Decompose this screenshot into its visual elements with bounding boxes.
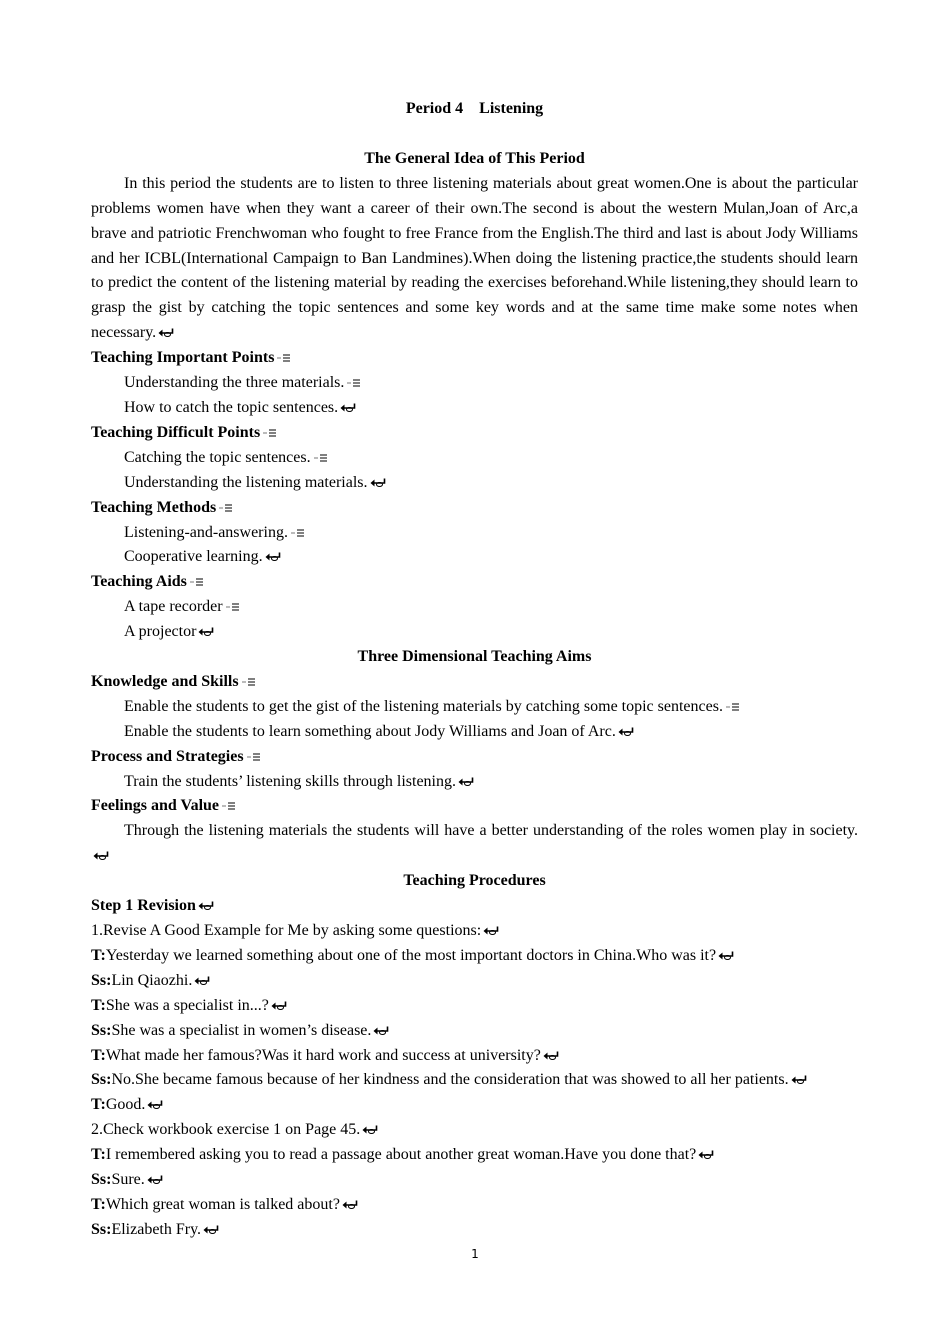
list-item: Cooperative learning.	[91, 545, 858, 570]
list-item: A projector	[91, 620, 858, 645]
aids-heading: Teaching Aids	[91, 570, 858, 595]
line-break-icon	[261, 427, 278, 438]
dialogue-line: Ss:Lin Qiaozhi.	[91, 969, 858, 994]
return-arrow-icon	[717, 950, 734, 961]
dialogue-line: Ss:Sure.	[91, 1168, 858, 1193]
dialogue-line: T:What made her famous?Was it hard work and success at university?	[91, 1044, 858, 1069]
return-arrow-icon	[361, 1124, 378, 1135]
line-break-icon	[345, 377, 362, 388]
list-item: Enable the students to learn something about Jody Williams and Joan of Arc.	[91, 720, 858, 745]
list-item: Enable the students to get the gist of the listening materials by catching some topic sentences.	[91, 695, 858, 720]
return-arrow-icon	[146, 1099, 163, 1110]
line-break-icon	[188, 576, 205, 587]
knowledge-heading: Knowledge and Skills	[91, 670, 858, 695]
line-break-icon	[275, 352, 292, 363]
difficult-points-heading: Teaching Difficult Points	[91, 421, 858, 446]
return-arrow-icon	[157, 327, 174, 338]
line-break-icon	[224, 601, 241, 612]
line-break-icon	[240, 676, 257, 687]
list-item: Listening-and-answering.	[91, 521, 858, 546]
return-arrow-icon	[617, 726, 634, 737]
procedures-heading: Teaching Procedures	[403, 872, 546, 890]
list-item: A tape recorder	[91, 595, 858, 620]
return-arrow-icon	[264, 551, 281, 562]
page-title: Period 4 Listening	[405, 100, 544, 117]
return-arrow-icon	[790, 1074, 807, 1085]
return-arrow-icon	[146, 1174, 163, 1185]
list-item: How to catch the topic sentences.	[91, 396, 858, 421]
line-break-icon	[289, 527, 306, 538]
aims-heading: Three Dimensional Teaching Aims	[357, 648, 592, 666]
line-break-icon	[220, 800, 237, 811]
return-arrow-icon	[372, 1025, 389, 1036]
general-idea-paragraph	[91, 172, 858, 346]
return-arrow-icon	[197, 900, 214, 911]
page-number: 1	[471, 1247, 479, 1261]
return-arrow-icon	[92, 850, 109, 861]
list-item: Catching the topic sentences.	[91, 446, 858, 471]
return-arrow-icon	[482, 925, 499, 936]
return-arrow-icon	[202, 1224, 219, 1235]
line-break-icon	[217, 502, 234, 513]
line-break-icon	[312, 452, 329, 463]
return-arrow-icon	[341, 1199, 358, 1210]
return-arrow-icon	[270, 1000, 287, 1011]
dialogue-line: T:I remembered asking you to read a passage about another great woman.Have you done that?	[91, 1143, 858, 1168]
list-item: Understanding the listening materials.	[91, 471, 858, 496]
procedure-item: 1.Revise A Good Example for Me by asking some questions:	[91, 919, 858, 944]
procedure-item: 2.Check workbook exercise 1 on Page 45.	[91, 1118, 858, 1143]
return-arrow-icon	[369, 477, 386, 488]
return-arrow-icon	[193, 975, 210, 986]
return-arrow-icon	[339, 402, 356, 413]
line-break-icon	[245, 751, 262, 762]
process-heading: Process and Strategies	[91, 745, 858, 770]
list-item: Understanding the three materials.	[91, 371, 858, 396]
general-idea-heading: The General Idea of This Period	[364, 149, 585, 167]
return-arrow-icon	[197, 626, 214, 637]
return-arrow-icon	[542, 1050, 559, 1061]
dialogue-line: T:She was a specialist in...?	[91, 994, 858, 1019]
return-arrow-icon	[457, 776, 474, 787]
line-break-icon	[724, 701, 741, 712]
dialogue-line: T:Which great woman is talked about?	[91, 1193, 858, 1218]
dialogue-line: Ss:No.She became famous because of her kindness and the consideration that was showed to all her patients.	[91, 1068, 858, 1093]
return-arrow-icon	[697, 1149, 714, 1160]
document-page	[91, 97, 858, 1243]
important-points-heading: Teaching Important Points	[91, 346, 858, 371]
dialogue-line: T:Good.	[91, 1093, 858, 1118]
dialogue-line: T:Yesterday we learned something about one of the most important doctors in China.Who was it?	[91, 944, 858, 969]
dialogue-line: Ss:Elizabeth Fry.	[91, 1218, 858, 1243]
feelings-paragraph: Through the listening materials the students will have a better understanding of the roles women play in society.	[91, 819, 858, 869]
dialogue-line: Ss:She was a specialist in women’s disease.	[91, 1019, 858, 1044]
general-idea-text: In this period the students are to listen to three listening materials about great women.One is about the particular problems women have when they want a career of their own.The second is about the western Mulan,Joan of Arc,a brave and patriotic Frenchwoman who fought to free France from the English.The third and last is about Jody Williams and her ICBL(International Campaign to Ban Landmines).When doing the listening practice,the students should learn to predict the content of the listening material by reading the exercises beforehand.While listening,they should learn to grasp the gist by catching the topic sentences and some key words and at the same time make some notes when necessary.	[91, 174, 858, 342]
step1-heading: Step 1 Revision	[91, 894, 858, 919]
list-item: Train the students’ listening skills through listening.	[91, 770, 858, 795]
methods-heading: Teaching Methods	[91, 496, 858, 521]
feelings-heading: Feelings and Value	[91, 794, 858, 819]
